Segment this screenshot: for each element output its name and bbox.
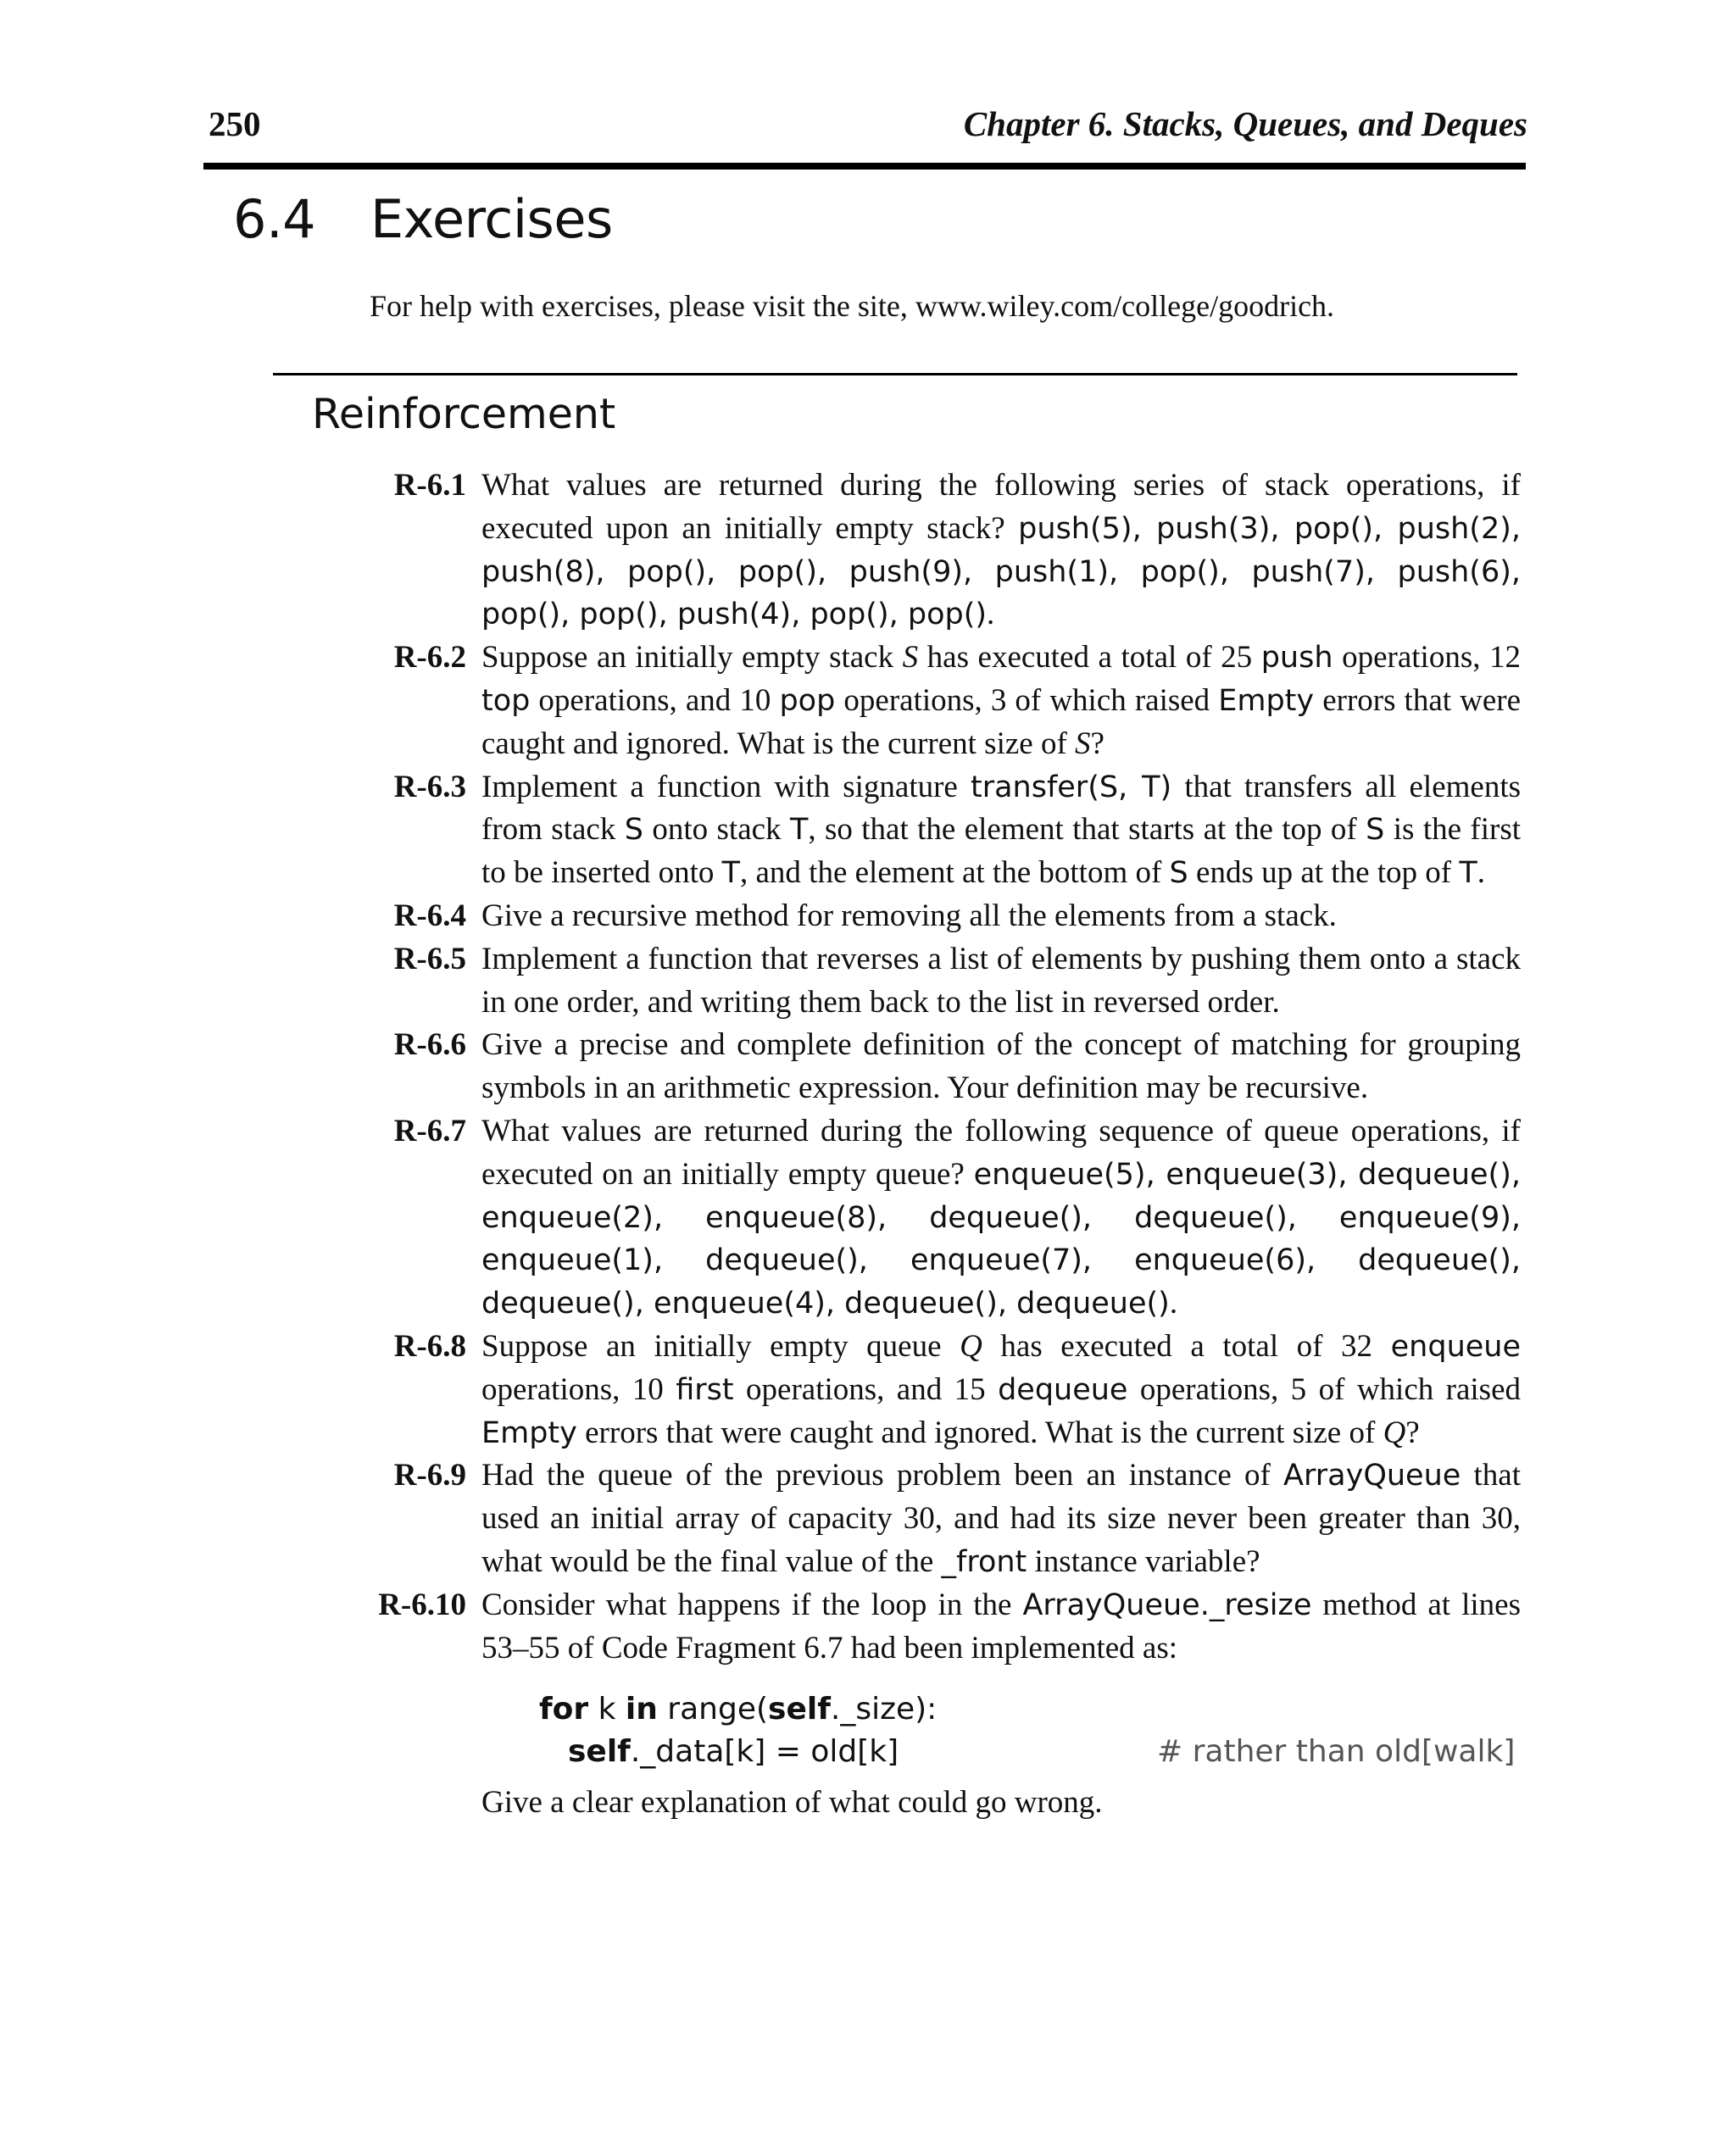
code-span: _front [941,1544,1027,1579]
exercise-label: R-6.8 [393,1328,466,1364]
exercise-text: Suppose an initially empty queue [481,1328,960,1364]
exercise-r-6-6 [373,1024,1521,1110]
header-rule [203,163,1526,170]
code-span: dequeue [998,1372,1128,1407]
exercise-r-6-4 [373,895,1521,938]
exercise-body [481,1024,1521,1110]
exercise-text: has executed a total of 32 [982,1328,1391,1364]
chapter-title: Chapter 6. Stacks, Queues, and Deques [963,104,1527,143]
exercise-label: R-6.6 [393,1027,466,1063]
code-span: enqueue [1390,1329,1522,1364]
exercise-body [481,1326,1521,1454]
code-span: transfer(S, T) [970,770,1172,804]
exercise-text: that transfers all elements from stack [481,769,1522,848]
section-title: Exercises [370,188,613,250]
running-head [209,95,1527,147]
exercise-text: , so that the element that starts at the top of [808,812,1366,848]
page-number: 250 [209,104,261,143]
code-span: pop [779,683,836,718]
exercise-label: R-6.5 [393,941,466,976]
exercise-text: , and the element at the bottom of [740,855,1170,891]
exercise-r-6-9 [373,1454,1521,1583]
exercise-r-6-1 [373,464,1521,637]
exercise-body [481,1584,1521,1825]
code-span: first [676,1372,734,1407]
exercise-text: Had the queue of the previous problem been an instance of [481,1458,1284,1493]
exercise-text: Give a recursive method for removing all the elements from a stack. [481,898,1337,933]
exercise-text: Give a precise and complete definition of the concept of matching for grouping symbols in an arithmetic expression. Your definition may be recursive. [481,1027,1521,1106]
math-variable: Q [960,1328,982,1364]
exercise-body [481,895,1521,938]
exercise-text: operations, 10 [481,1371,676,1407]
exercise-r-6-10 [373,1584,1521,1825]
exercise-text: errors that were caught and ignored. What is the current size of [576,1415,1383,1450]
code-span: T [789,813,809,848]
exercise-list [373,464,1521,1825]
exercise-text: ? [1405,1415,1420,1450]
exercise-body [481,464,1521,637]
code-comment: # rather than old[walk] [1157,1734,1516,1770]
code-keyword: for [539,1692,589,1727]
subsection-heading: Reinforcement [312,390,616,438]
code-span: push [1260,641,1333,676]
code-keyword: self [568,1734,631,1770]
exercise-text: . [1169,1286,1178,1321]
exercise-label: R-6.9 [393,1458,466,1493]
exercise-text: ? [1090,726,1104,761]
exercise-text: onto stack [643,812,790,848]
exercise-body [481,938,1521,1025]
section-number: 6.4 [233,188,316,250]
exercise-text: method at lines 53–55 of Code Fragment 6.7 had been implemented as: [481,1587,1521,1666]
exercise-label: R-6.2 [393,640,466,676]
exercise-r-6-5 [373,938,1521,1025]
exercise-text: Suppose an initially empty stack [481,640,903,676]
code-text: range( [657,1692,769,1727]
exercise-text: has executed a total of 25 [918,640,1261,676]
code-span: enqueue(5), enqueue(3), dequeue(), enqueue(2), enqueue(8), dequeue(), dequeue(), enqueue(9), enqueue(1), dequeue(), enqueue(7), enqueue(6), dequeue(), dequeue(), enqueue(4), dequeue(), dequeue() [481,1157,1521,1321]
exercise-label: R-6.1 [393,468,466,503]
exercise-r-6-2 [373,637,1521,765]
exercise-r-6-8 [373,1326,1521,1454]
exercise-text: operations, 3 of which raised [835,682,1219,718]
code-keyword: in [625,1692,658,1727]
exercise-text: . [1477,855,1485,891]
code-text: ._size): [830,1692,938,1727]
exercise-r-6-7 [373,1110,1521,1326]
code-line [481,1688,1521,1731]
exercise-text: ends up at the top of [1188,855,1460,891]
exercise-text: errors that were caught and ignored. What is the current size of [481,682,1522,761]
code-text: ._data[k] = old[k] [630,1734,899,1770]
code-span: top [481,683,531,718]
code-span: S [1169,856,1188,891]
section-heading [233,188,613,250]
exercise-text: operations, and 10 [530,682,780,718]
exercise-text: instance variable? [1027,1543,1260,1579]
exercise-text: operations, 12 [1333,640,1522,676]
exercise-text: What values are returned during the following series of stack operations, if executed upon an initially empty stack? [481,468,1521,546]
exercise-body [481,766,1521,895]
code-span: S [624,813,643,848]
exercise-text: is the first to be inserted onto [481,812,1522,891]
code-span: T [1459,856,1477,891]
help-text: For help with exercises, please visit the site, www.wiley.com/college/goodrich. [370,289,1335,323]
exercise-label: R-6.7 [393,1113,466,1148]
code-span: T [721,856,740,891]
code-keyword: self [768,1692,831,1727]
code-span: push(5), push(3), pop(), push(2), push(8), pop(), pop(), push(9), push(1), pop(), push(7), push(6), pop(), pop(), push(4), pop(), pop() [481,511,1522,632]
exercise-text: Consider what happens if the loop in the [481,1587,1023,1622]
exercise-label: R-6.10 [378,1587,466,1622]
math-variable: Q [1383,1415,1406,1450]
code-span: ArrayQueue._resize [1022,1588,1312,1622]
code-span: S [1366,813,1385,848]
subsection-rule [273,373,1517,375]
exercise-body [481,1454,1521,1583]
exercise-text: operations, 5 of which raised [1127,1371,1521,1407]
exercise-text: What values are returned during the following sequence of queue operations, if executed on an initially empty queue? [481,1113,1521,1192]
exercise-label: R-6.4 [393,898,466,933]
exercise-text: Implement a function with signature [481,769,971,804]
exercise-label: R-6.3 [393,769,466,804]
code-span: ArrayQueue [1283,1459,1461,1493]
code-text: k [588,1692,626,1727]
exercise-text: operations, and 15 [733,1371,999,1407]
exercise-text: Give a clear explanation of what could go wrong. [481,1785,1103,1821]
exercise-body [481,637,1521,765]
code-line [481,1731,1521,1773]
exercise-r-6-3 [373,766,1521,895]
code-span: Empty [481,1415,577,1450]
exercise-text: Implement a function that reverses a list of elements by pushing them onto a stack in one order, and writing them back to the list in reversed order. [481,941,1521,1020]
code-block [481,1688,1521,1773]
math-variable: S [902,640,919,676]
code-span: Empty [1218,683,1315,718]
exercise-text: . [987,597,995,632]
math-variable: S [1075,726,1091,761]
exercise-text: that used an initial array of capacity 30, and had its size never been greater than 30, what would be the final value of the [481,1458,1521,1579]
exercise-body [481,1110,1521,1326]
